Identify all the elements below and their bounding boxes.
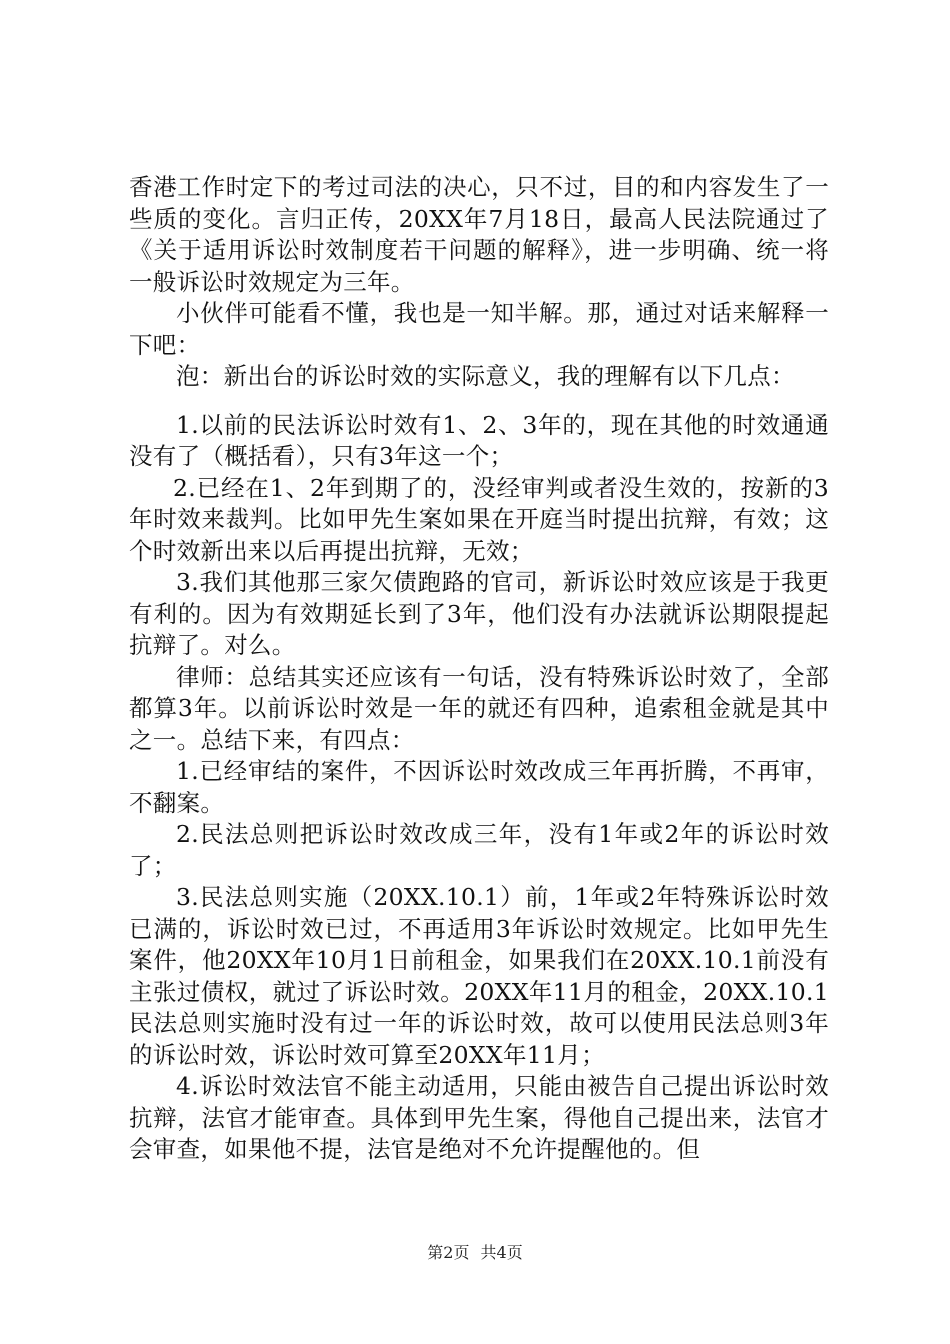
page-total: 共4页 <box>480 1243 523 1262</box>
page-footer <box>0 1243 950 1263</box>
lawyer-point-1: 1.已经审结的案件，不因诉讼时效改成三年再折腾，不再审，不翻案。 <box>129 757 829 817</box>
paragraph-intro: 香港工作时定下的考过司法的决心，只不过，目的和内容发生了一些质的变化。言归正传，20XX年7月18日，最高人民法院通过了《关于适用诉讼时效制度若干问题的解释》，进一步明确、统一将一般诉讼时效规定为三年。 <box>129 173 829 296</box>
lawyer-point-4: 4.诉讼时效法官不能主动适用，只能由被告自己提出诉讼时效抗辩，法官才能审查。具体到甲先生案，得他自己提出来，法官才会审查，如果他不提，法官是绝对不允许提醒他的。但 <box>129 1072 829 1163</box>
pao-point-3: 3.我们其他那三家欠债跑路的官司，新诉讼时效应该是于我更有利的。因为有效期延长到了3年，他们没有办法就诉讼期限提起抗辩了。对么。 <box>129 568 829 659</box>
lawyer-point-2: 2.民法总则把诉讼时效改成三年，没有1年或2年的诉讼时效了； <box>129 820 829 880</box>
paragraph-explain: 小伙伴可能看不懂，我也是一知半解。那，通过对话来解释一下吧： <box>129 299 829 359</box>
paragraph-lawyer-intro: 律师：总结其实还应该有一句话，没有特殊诉讼时效了，全部都算3年。以前诉讼时效是一年的就还有四种，追索租金就是其中之一。总结下来，有四点： <box>129 662 829 754</box>
page-number: 第2页 <box>427 1243 470 1262</box>
lawyer-point-3: 3.民法总则实施（20XX.10.1）前，1年或2年特殊诉讼时效已满的，诉讼时效已过，不再适用3年诉讼时效规定。比如甲先生案件，他20XX年10月1日前租金，如果我们在20XX.10.1前没有主张过债权，就过了诉讼时效。20XX年11月的租金，20XX.10.1民法总则实施时没有过一年的诉讼时效，故可以使用民法总则3年的诉讼时效，诉讼时效可算至20XX年11月； <box>129 883 829 1069</box>
document-body <box>129 172 829 1166</box>
paragraph-pao-intro: 泡：新出台的诉讼时效的实际意义，我的理解有以下几点： <box>176 362 795 390</box>
pao-point-2: 2.已经在1、2年到期了的，没经审判或者没生效的，按新的3年时效来裁判。比如甲先生案如果在开庭当时提出抗辩，有效；这个时效新出来以后再提出抗辩，无效； <box>129 473 829 565</box>
pao-point-1: 1.以前的民法诉讼时效有1、2、3年的，现在其他的时效通通没有了（概括看），只有3年这一个； <box>129 410 829 470</box>
